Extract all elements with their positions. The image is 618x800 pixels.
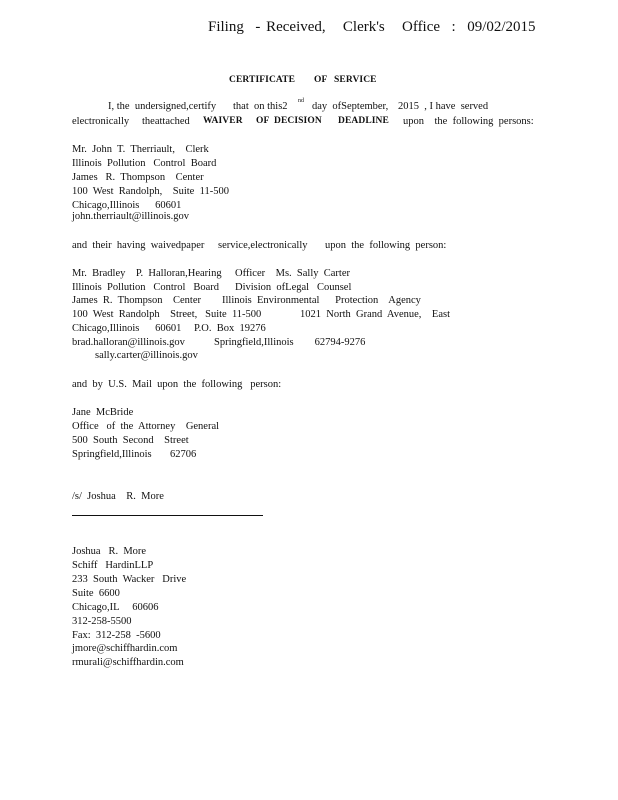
electronic-signature: /s/ Joshua R. More	[72, 491, 164, 502]
waived-line-part-1: and their having waivedpaper	[72, 240, 205, 251]
signer-line: Joshua R. More	[72, 546, 147, 557]
hearing-officer-line: Mr. Bradley P. Halloran,Hearing	[72, 268, 222, 279]
hearing-officer-line: Chicago,Illinois 60601	[72, 323, 182, 334]
hearing-officer-line: James R. Thompson Center	[72, 295, 202, 306]
attorney-general-line: Jane McBride	[72, 407, 134, 418]
signer-email: jmore@schiffhardin.com	[72, 643, 178, 654]
title-word-service: SERVICE	[334, 75, 377, 85]
attorney-general-line: 500 South Second Street	[72, 435, 189, 446]
epa-line: Division ofLegal Counsel	[235, 282, 352, 293]
attorney-general-line: Office of the Attorney General	[72, 421, 220, 432]
document-name-waiver: WAIVER	[203, 116, 243, 126]
document-name-deadline: DEADLINE	[338, 116, 389, 126]
epa-email: sally.carter@illinois.gov	[95, 350, 198, 361]
waived-line-part-2: service,electronically	[218, 240, 308, 251]
intro-line2-part-1: electronically	[72, 116, 130, 127]
hearing-officer-email: brad.halloran@illinois.gov	[72, 337, 185, 348]
document-name-of-decision: OF DECISION	[256, 116, 322, 126]
signer-email: rmurali@schiffhardin.com	[72, 657, 184, 668]
filing-header: Filing - Received, Clerk's Office : 09/02/2015	[208, 19, 536, 35]
signer-line: Schiff HardinLLP	[72, 560, 154, 571]
title-word-certificate: CERTIFICATE	[229, 75, 296, 85]
signer-line: 233 South Wacker Drive	[72, 574, 187, 585]
title-word-of: OF	[314, 75, 328, 85]
hearing-officer-line: Illinois Pollution Control Board	[72, 282, 220, 293]
epa-line: Officer Ms. Sally Carter	[235, 268, 350, 279]
intro-part-1: I, the undersigned,certify	[108, 101, 217, 112]
epa-line: 1021 North Grand Avenue, East	[300, 309, 450, 320]
signer-phone: 312-258-5500	[72, 616, 132, 627]
intro-part-2: that on this2	[233, 101, 288, 112]
clerk-line: Mr. John T. Therriault, Clerk	[72, 144, 209, 155]
signer-line: Suite 6600	[72, 588, 120, 599]
waived-line-part-3: upon the following person:	[325, 240, 447, 251]
clerk-line: James R. Thompson Center	[72, 172, 204, 183]
clerk-email: john.therriault@illinois.gov	[72, 211, 189, 222]
signer-line: Chicago,IL 60606	[72, 602, 159, 613]
clerk-line: Chicago,Illinois 60601	[72, 200, 182, 211]
signature-line	[72, 515, 263, 516]
intro-part-3: day ofSeptember,	[312, 101, 389, 112]
mail-service-line: and by U.S. Mail upon the following person:	[72, 379, 282, 390]
intro-line2-part-3: upon the following persons:	[403, 116, 534, 127]
clerk-line: 100 West Randolph, Suite 11-500	[72, 186, 229, 197]
attorney-general-line: Springfield,Illinois 62706	[72, 449, 197, 460]
clerk-line: Illinois Pollution Control Board	[72, 158, 217, 169]
intro-superscript: nd	[298, 98, 304, 104]
signer-fax: Fax: 312-258 -5600	[72, 630, 161, 641]
intro-part-4: 2015 , I have served	[398, 101, 489, 112]
epa-line: Illinois Environmental Protection Agency	[222, 295, 421, 306]
epa-line: P.O. Box 19276	[194, 323, 266, 334]
hearing-officer-line: 100 West Randolph Street, Suite 11-500	[72, 309, 262, 320]
intro-line2-part-2: theattached	[142, 116, 190, 127]
epa-line: Springfield,Illinois 62794-9276	[214, 337, 366, 348]
